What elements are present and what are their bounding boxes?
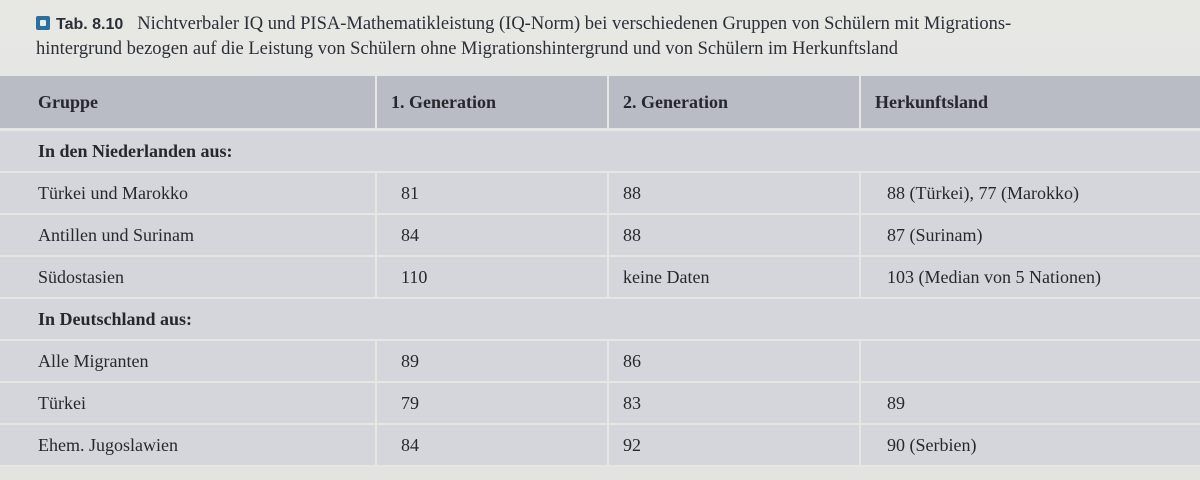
cell-generation-1: 81	[376, 172, 608, 214]
table-row	[0, 424, 1200, 466]
table-row	[0, 214, 1200, 256]
table-number: Tab. 8.10	[56, 16, 124, 33]
cell-generation-2: 88	[608, 172, 860, 214]
cell-herkunftsland	[860, 340, 1200, 382]
cell-generation-2: 83	[608, 382, 860, 424]
cell-generation-2: 88	[608, 214, 860, 256]
caption-line-1: Nichtverbaler IQ und PISA-Mathematikleistung (IQ-Norm) bei verschiedenen Gruppen von Schülern mit Migrations-	[137, 14, 1012, 34]
table-caption	[36, 12, 1186, 62]
cell-herkunftsland: 89	[860, 382, 1200, 424]
cell-generation-1: 79	[376, 382, 608, 424]
table-row	[0, 340, 1200, 382]
cell-generation-2: 86	[608, 340, 860, 382]
cell-generation-2: 92	[608, 424, 860, 466]
cell-gruppe: Türkei und Marokko	[0, 172, 376, 214]
cell-generation-1: 89	[376, 340, 608, 382]
table-row	[0, 172, 1200, 214]
group-row-deutschland	[0, 298, 1200, 340]
header-row	[0, 76, 1200, 130]
header-gruppe: Gruppe	[0, 76, 376, 130]
group-title: In den Niederlanden aus:	[0, 130, 1200, 173]
group-title: In Deutschland aus:	[0, 298, 1200, 340]
cell-gruppe: Ehem. Jugoslawien	[0, 424, 376, 466]
data-table	[0, 76, 1200, 467]
cell-generation-2: keine Daten	[608, 256, 860, 298]
group-row-niederlande	[0, 130, 1200, 173]
cell-gruppe: Antillen und Surinam	[0, 214, 376, 256]
cell-gruppe: Türkei	[0, 382, 376, 424]
cell-herkunftsland: 103 (Median von 5 Nationen)	[860, 256, 1200, 298]
cell-gruppe: Südostasien	[0, 256, 376, 298]
cell-herkunftsland: 87 (Surinam)	[860, 214, 1200, 256]
cell-herkunftsland: 88 (Türkei), 77 (Marokko)	[860, 172, 1200, 214]
caption-line-2: hintergrund bezogen auf die Leistung von Schülern ohne Migrationshintergrund und von Schülern im Herkunftsland	[36, 39, 898, 59]
cell-generation-1: 84	[376, 214, 608, 256]
cell-generation-1: 110	[376, 256, 608, 298]
table-row	[0, 382, 1200, 424]
data-table-wrapper	[0, 76, 1200, 472]
header-generation-2: 2. Generation	[608, 76, 860, 130]
cell-gruppe: Alle Migranten	[0, 340, 376, 382]
table-marker-icon	[36, 16, 50, 30]
cell-herkunftsland: 90 (Serbien)	[860, 424, 1200, 466]
cell-generation-1: 84	[376, 424, 608, 466]
table-row	[0, 256, 1200, 298]
header-generation-1: 1. Generation	[376, 76, 608, 130]
header-herkunftsland: Herkunftsland	[860, 76, 1200, 130]
